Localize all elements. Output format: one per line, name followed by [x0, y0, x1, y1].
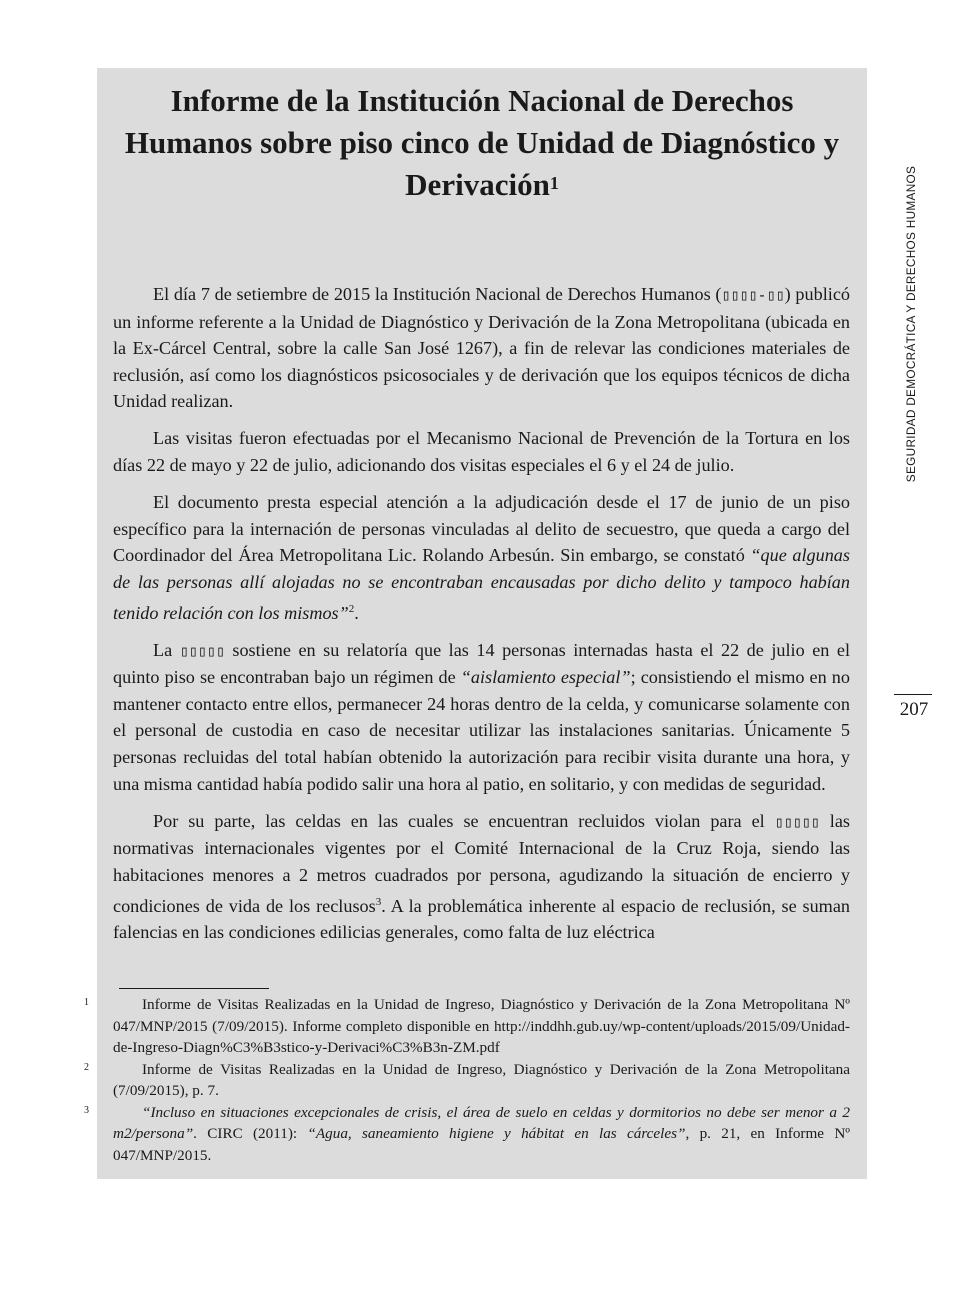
p5-text-c: . A la problemática inherente al espacio de reclusión, se suman falencias en las condiciones edilicias generales, como falta de luz eléctrica	[113, 895, 850, 943]
paragraph-2: Las visitas fueron efectuadas por el Mecanismo Nacional de Prevención de la Tortura en los días 22 de mayo y 22 de julio, adicionando dos visitas especiales el 6 y el 24 de julio.	[113, 428, 850, 476]
footnote-text: . CIRC (2011):	[193, 1125, 308, 1142]
title-footnote-ref[interactable]: 1	[549, 173, 559, 193]
p4-text-a: La	[153, 639, 180, 660]
footnote-text: , p. 21, en Informe Nº 047/MNP/2015.	[113, 1125, 850, 1164]
p4-quote: “aislamiento especial”	[460, 667, 631, 688]
footnote-number: 3	[84, 1104, 89, 1116]
content-box	[84, 68, 867, 1179]
p5-text-a: Por su parte, las celdas en las cuales se encuentran recluidos violan para el	[153, 810, 775, 831]
page-number-rule	[894, 694, 932, 695]
footnote-2	[84, 1059, 850, 1102]
paragraph-3	[113, 489, 850, 626]
p3-quote: “que algunas de las personas allí alojadas no se encontraban encausadas por dicho delito y tampoco habían tenido relación con los mismos”	[113, 545, 850, 623]
footnotes	[84, 994, 850, 1166]
footnote-text: Informe de Visitas Realizadas en la Unidad de Ingreso, Diagnóstico y Derivación de la Zona Metropolitana (7/09/2015), p. 7.	[113, 1060, 850, 1099]
footnote-text: Informe de Visitas Realizadas en la Unidad de Ingreso, Diagnóstico y Derivación de la Zona Metropolitana Nº 047/MNP/2015 (7/09/2015). Informe completo disponible en http://inddhh.gub.uy/wp-content/uploads/2015/09/Unidad-de-Ingreso-Diagn%C3%B3stico-y-Derivaci%C3%B3n-ZM.pdf	[113, 996, 850, 1056]
page-title	[117, 80, 847, 206]
running-header-text: SEGURIDAD DEMOCRÁTICA Y DERECHOS HUMANOS	[904, 165, 918, 483]
p1-missing-glyphs: ▯▯▯▯-▯▯	[721, 286, 785, 304]
body-text	[113, 281, 850, 956]
p1-text-b: ) publicó un informe referente a la Unidad de Diagnóstico y Derivación de la Zona Metropolitana (ubicada en la Ex-Cárcel Central, sobre la calle San José 1267), a fin de relevar las condiciones materiales de reclusión, así como los diagnósticos psicosociales y de derivación que los equipos técnicos de dicha Unidad realizan.	[113, 284, 850, 412]
paragraph-1	[113, 281, 850, 415]
paragraph-5	[113, 808, 850, 946]
p1-text-a: El día 7 de setiembre de 2015 la Institución Nacional de Derechos Humanos (	[153, 284, 722, 304]
p4-text-c: ; consistiendo el mismo en no mantener contacto entre ellos, permanecer 24 horas dentro de la celda, y comunicarse solamente con el personal de custodia en caso de necesitar utilizar las instalaciones sanitarias. Únicamente 5 personas recluidas del total habían obtenido la autorización para recibir visita durante una hora, y una misma cantidad había podido salir una hora al patio, en solitario, y con medidas de seguridad.	[113, 667, 850, 794]
p4-text-b: sostiene en su relatoría que las 14 personas internadas hasta el 22 de julio en el quinto piso se encontraban bajo un régimen de	[113, 639, 850, 688]
page-number: 207	[899, 699, 929, 720]
running-header	[903, 164, 919, 484]
p5-missing-glyphs: ▯▯▯▯▯	[774, 812, 820, 831]
title-text: Informe de la Institución Nacional de Derechos Humanos sobre piso cinco de Unidad de Diagnóstico y Derivación	[124, 83, 840, 202]
p3-text-end: .	[354, 602, 359, 623]
footnote-quote: “Agua, saneamiento higiene y hábitat en las cárceles”	[307, 1125, 686, 1142]
p5-text-b: las normativas internacionales vigentes por el Comité Internacional de la Cruz Roja, siendo las habitaciones menores a 2 metros cuadrados por persona, agudizando la situación de encierro y condiciones de vida de los reclusos	[113, 810, 850, 916]
footnote-3	[84, 1102, 850, 1167]
p3-text-a: El documento presta especial atención a la adjudicación desde el 17 de junio de un piso específico para la internación de personas vinculadas al delito de secuestro, que queda a cargo del Coordinador del Área Metropolitana Lic. Rolando Arbesún. Sin embargo, se constató	[113, 492, 850, 566]
footnote-1	[84, 994, 850, 1059]
footnote-divider	[119, 988, 269, 989]
p3-footnote-ref[interactable]: 2	[348, 602, 355, 615]
p4-missing-glyphs: ▯▯▯▯▯	[179, 641, 225, 660]
paragraph-4	[113, 637, 850, 798]
footnote-number: 1	[84, 997, 89, 1008]
footnote-quote: “Incluso en situaciones excepcionales de crisis, el área de suelo en celdas y dormitorios no debe ser menor a 2 m2/persona”	[113, 1103, 850, 1142]
p5-footnote-ref[interactable]: 3	[375, 895, 382, 908]
footnote-number: 2	[84, 1061, 89, 1073]
